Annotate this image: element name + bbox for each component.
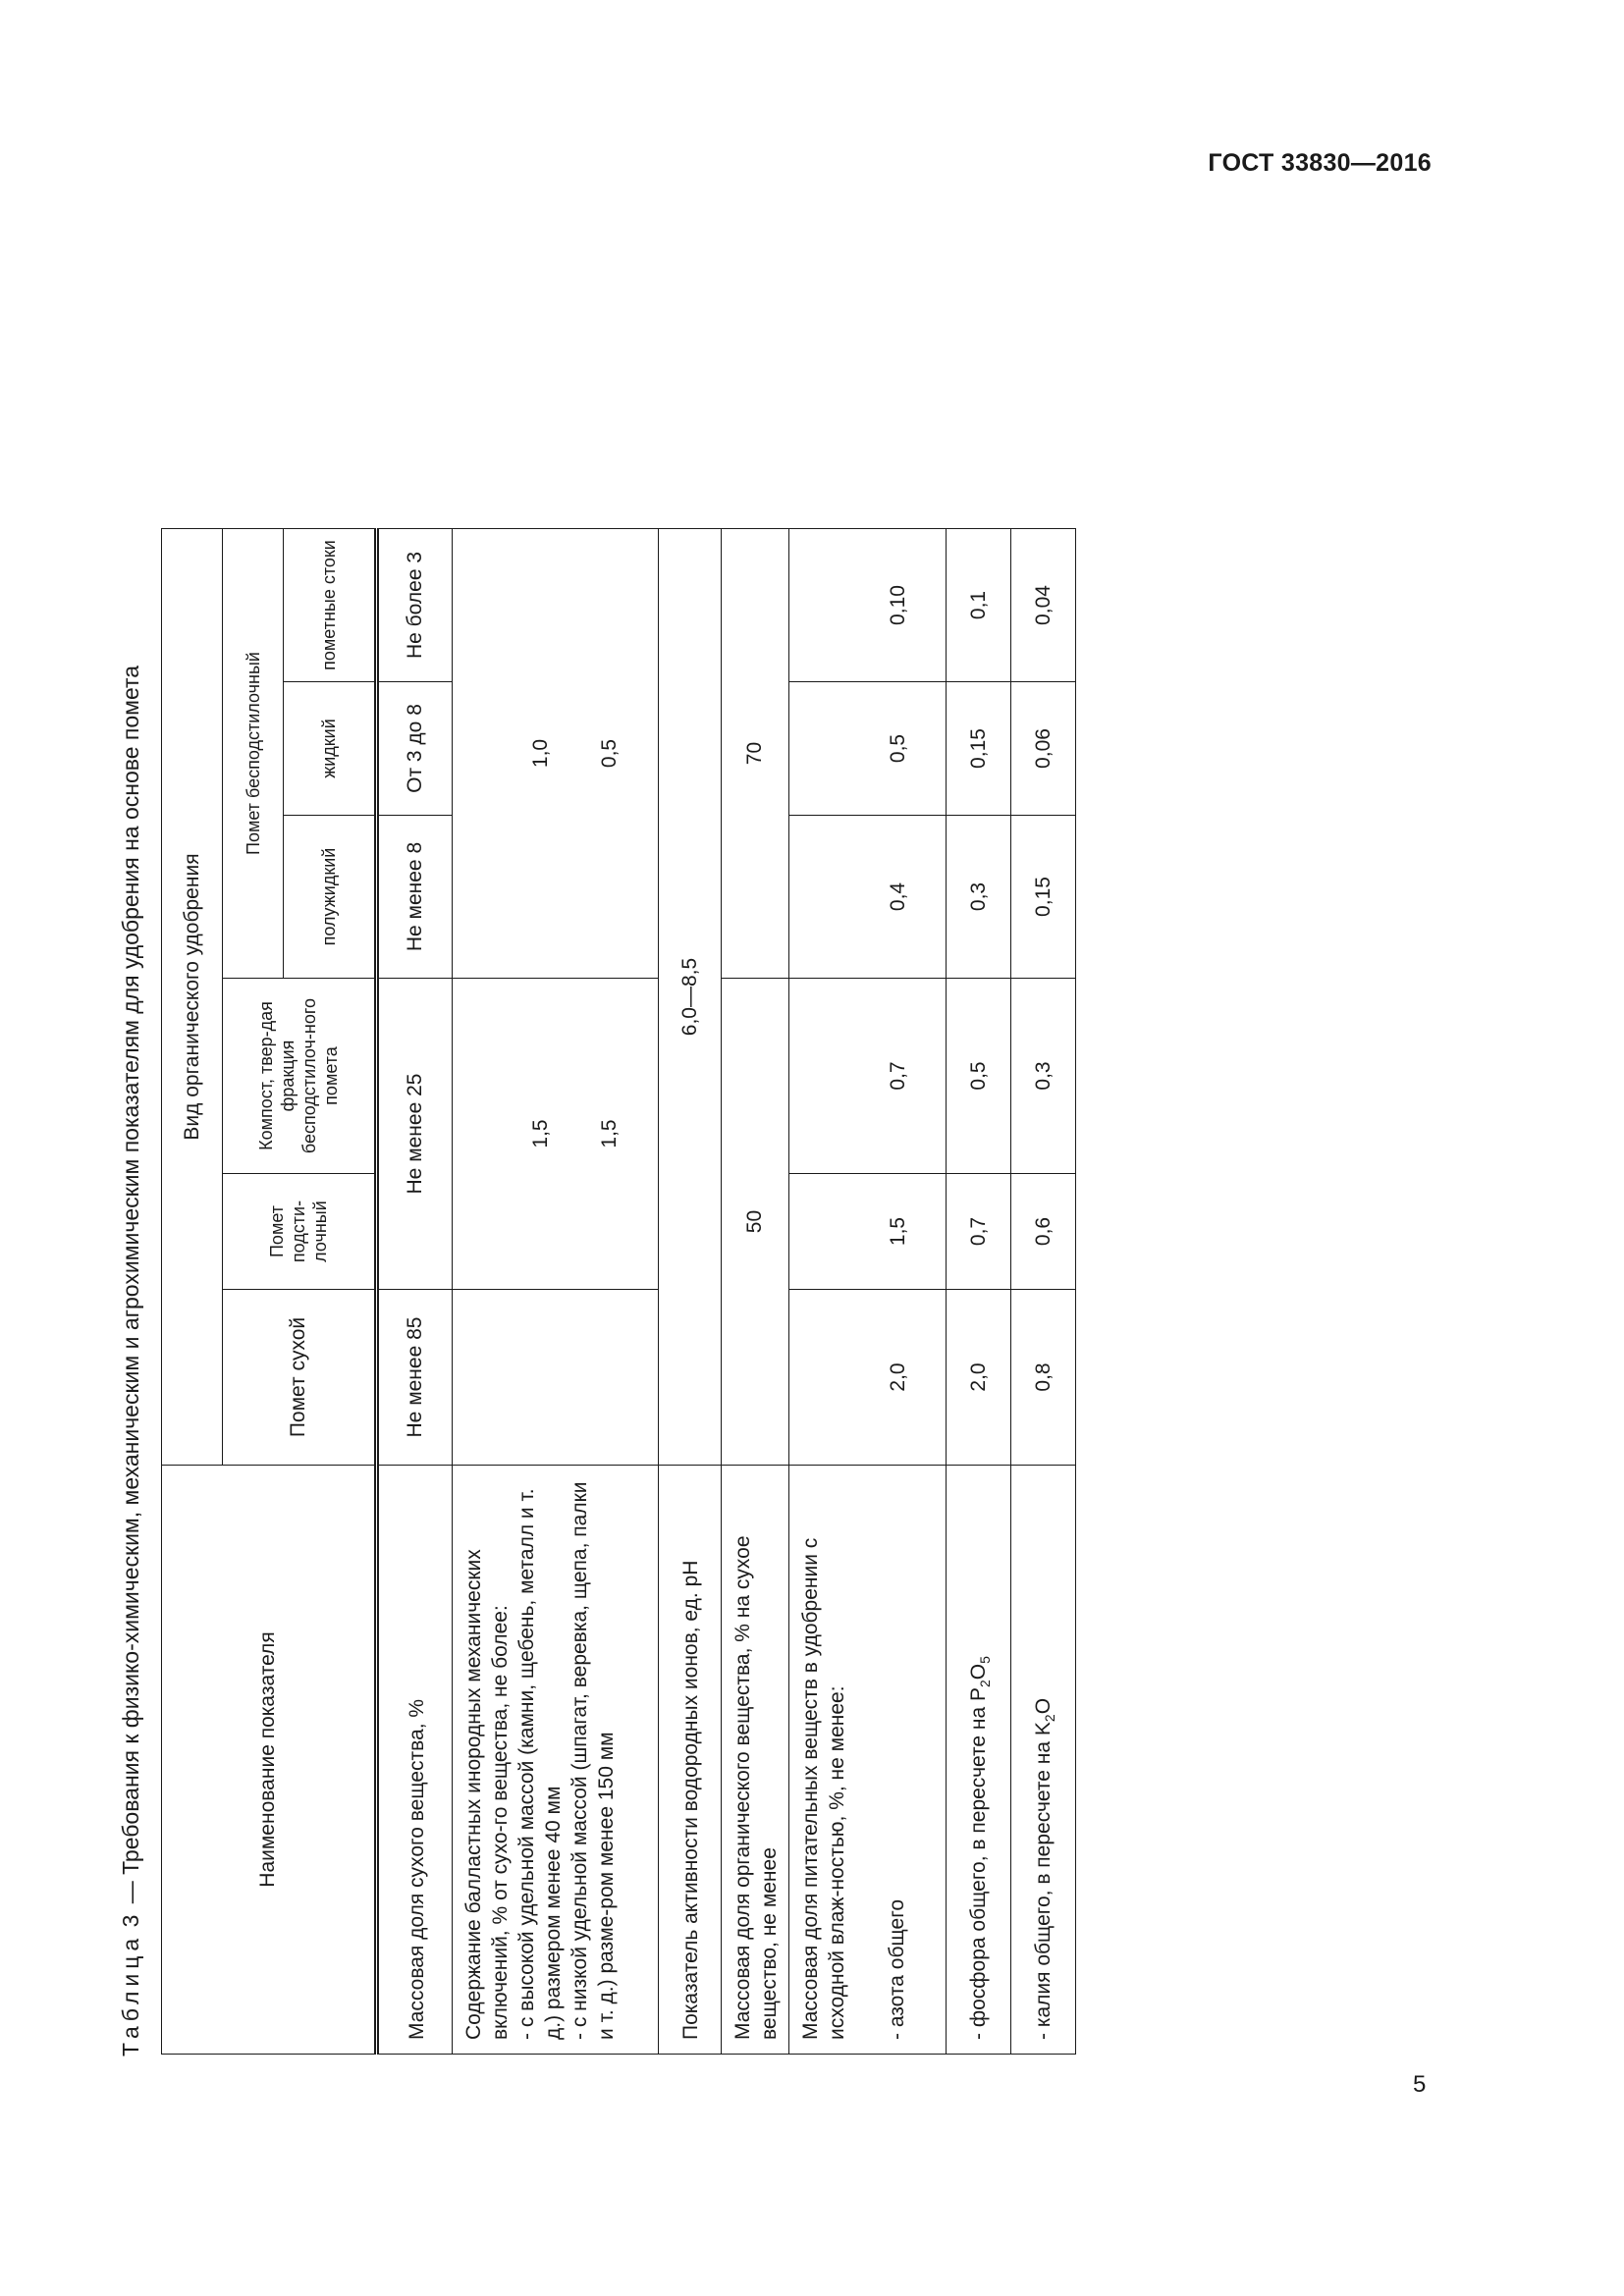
header-bedding-manure: Помет подсти-лочный bbox=[223, 1174, 377, 1290]
potassium-formula-o: O bbox=[1032, 1697, 1055, 1715]
ballast-liquid-values bbox=[453, 529, 659, 979]
nitrogen-dry: 2,0 bbox=[789, 1290, 947, 1466]
ballast-light-solid: 1,5 bbox=[597, 1119, 621, 1148]
ballast-label-intro: Содержание балластных инородных механических включений, % от сухо-го вещества, не более: bbox=[462, 1549, 512, 2040]
dry-matter-effluent: Не более 3 bbox=[377, 529, 453, 682]
document-id: ГОСТ 33830—2016 bbox=[1208, 149, 1432, 177]
nitrogen-compost: 0,7 bbox=[789, 979, 947, 1174]
row-ph-label: Показатель активности водородных ионов, ед. pH bbox=[659, 1466, 722, 2055]
nitrogen-bedding: 1,5 bbox=[789, 1174, 947, 1290]
phosphorus-formula-o: O bbox=[967, 1663, 990, 1681]
phosphorus-semi-liquid: 0,3 bbox=[947, 816, 1011, 979]
nitrogen-semi-liquid: 0,4 bbox=[789, 816, 947, 979]
dry-matter-semi-liquid: Не менее 8 bbox=[377, 816, 453, 979]
dry-matter-bedding-compost: Не менее 25 bbox=[377, 979, 453, 1290]
table-caption bbox=[108, 525, 153, 2056]
header-compost: Компост, твер-дая фракция бесподстилоч-ного помета bbox=[223, 979, 377, 1174]
potassium-label: - калия общего, в пересчете на K bbox=[1032, 1722, 1055, 2040]
ballast-heavy-liquid: 1,0 bbox=[528, 738, 552, 769]
phosphorus-bedding: 0,7 bbox=[947, 1174, 1011, 1290]
header-semi-liquid: полужидкий bbox=[284, 816, 377, 979]
header-beddingless-manure: Помет бесподстилочный bbox=[223, 529, 284, 979]
table-row-ballast bbox=[453, 529, 659, 2055]
page-number: 5 bbox=[1413, 2071, 1427, 2098]
table-row-potassium bbox=[1011, 529, 1076, 2055]
table-row-dry-matter bbox=[377, 529, 453, 2055]
nitrogen-liquid: 0,5 bbox=[789, 682, 947, 816]
potassium-bedding: 0,6 bbox=[1011, 1174, 1076, 1290]
ballast-solid-values bbox=[453, 979, 659, 1290]
ballast-label-heavy: - с высокой удельной массой (камни, щебень, металл и т. д.) размером менее 40 мм bbox=[515, 1488, 565, 2040]
header-fertilizer-type: Вид органического удобрения bbox=[162, 529, 223, 1466]
phosphorus-label: - фосфора общего, в пересчете на P bbox=[967, 1686, 990, 2040]
table-row-organic bbox=[722, 529, 789, 2055]
potassium-semi-liquid: 0,15 bbox=[1011, 816, 1076, 979]
ballast-heavy-solid: 1,5 bbox=[528, 1119, 552, 1148]
nitrogen-label: - азота общего bbox=[886, 1898, 908, 2040]
header-dry-manure: Помет сухой bbox=[223, 1290, 377, 1466]
row-potassium-label bbox=[1011, 1466, 1076, 2055]
row-organic-label: Массовая доля органического вещества, % на сухое вещество, не менее bbox=[722, 1466, 789, 2055]
potassium-compost: 0,3 bbox=[1011, 979, 1076, 1174]
table-caption-number: 3 bbox=[118, 1909, 143, 1928]
nutrients-heading: Массовая доля питательных веществ в удобрении с исходной влаж-ностью, %, не менее: bbox=[799, 1537, 848, 2040]
rotated-table-block bbox=[108, 525, 1084, 2056]
phosphorus-dry: 2,0 bbox=[947, 1290, 1011, 1466]
ph-value: 6,0—8,5 bbox=[659, 529, 722, 1466]
ballast-dry-empty bbox=[453, 1290, 659, 1466]
dry-matter-liquid: От 3 до 8 bbox=[377, 682, 453, 816]
potassium-sub: 2 bbox=[1042, 1714, 1057, 1723]
table-row-nitrogen bbox=[789, 529, 947, 2055]
dry-matter-dry: Не менее 85 bbox=[377, 1290, 453, 1466]
row-nutrients-label bbox=[789, 1466, 947, 2055]
header-liquid: жидкий bbox=[284, 682, 377, 816]
phosphorus-liquid: 0,15 bbox=[947, 682, 1011, 816]
phosphorus-sub-2: 5 bbox=[977, 1656, 993, 1664]
potassium-effluent: 0,04 bbox=[1011, 529, 1076, 682]
row-dry-matter-label: Массовая доля сухого вещества, % bbox=[377, 1466, 453, 2055]
table-caption-text: — Требования к физико-химическим, механическим и агрохимическим показателям для удобрения на основе помета bbox=[118, 665, 143, 1904]
nitrogen-effluent: 0,10 bbox=[789, 529, 947, 682]
table-row-ph bbox=[659, 529, 722, 2055]
header-manure-effluent: пометные стоки bbox=[284, 529, 377, 682]
table-row-phosphorus bbox=[947, 529, 1011, 2055]
phosphorus-sub-1: 2 bbox=[977, 1680, 993, 1687]
organic-liquid: 70 bbox=[722, 529, 789, 979]
header-indicator-name: Наименование показателя bbox=[162, 1466, 377, 2055]
potassium-liquid: 0,06 bbox=[1011, 682, 1076, 816]
phosphorus-compost: 0,5 bbox=[947, 979, 1011, 1174]
ballast-label-light: - с низкой удельной массой (шпагат, веревка, щепа, палки и т. д.) разме-ром менее 150 мм bbox=[568, 1481, 618, 2040]
table-caption-prefix: Таблица bbox=[118, 1933, 143, 2056]
phosphorus-effluent: 0,1 bbox=[947, 529, 1011, 682]
organic-solid: 50 bbox=[722, 979, 789, 1466]
row-phosphorus-label bbox=[947, 1466, 1011, 2055]
potassium-dry: 0,8 bbox=[1011, 1290, 1076, 1466]
ballast-light-liquid: 0,5 bbox=[597, 738, 621, 769]
requirements-table bbox=[161, 528, 1076, 2055]
row-ballast-label bbox=[453, 1466, 659, 2055]
table-header-row-1 bbox=[162, 529, 223, 2055]
